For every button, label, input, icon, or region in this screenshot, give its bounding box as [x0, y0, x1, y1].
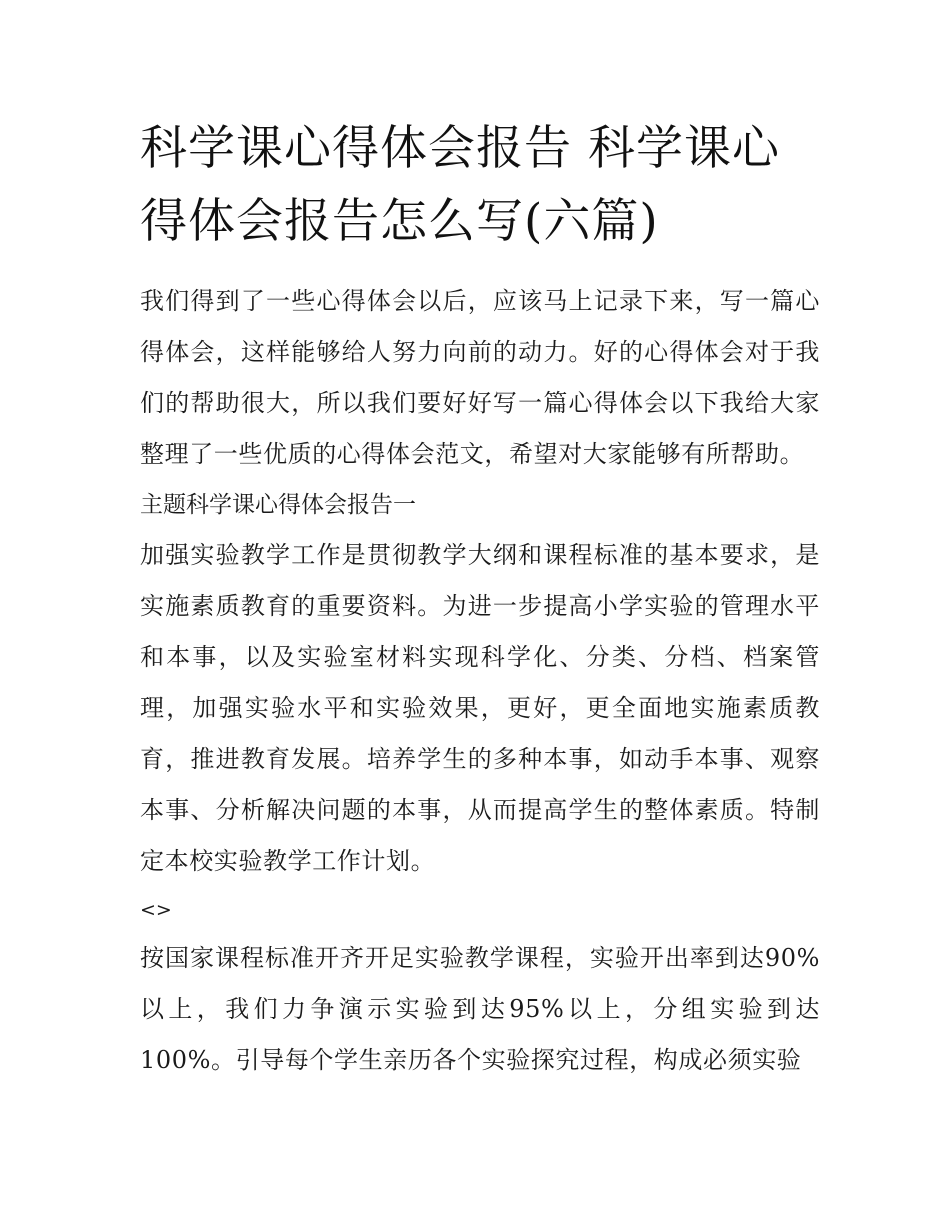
section-heading: 主题科学课心得体会报告一: [140, 492, 416, 518]
placeholder-marker: <>: [140, 899, 172, 921]
document-title: 科学课心得体会报告 科学课心得体会报告怎么写(六篇): [140, 121, 780, 249]
document-page: [140, 112, 820, 1086]
intro-paragraph: 我们得到了一些心得体会以后，应该马上记录下来，写一篇心得体会，这样能够给人努力向前的动力。好的心得体会对于我们的帮助很大，所以我们要好好写一篇心得体会以下我给大家整理了一些优质的心得体会范文，希望对大家能够有所帮助。: [140, 287, 820, 468]
body-paragraph-2: 按国家课程标准开齐开足实验教学课程，实验开出率到达90%以上，我们力争演示实验到达95%以上，分组实验到达100%。引导每个学生亲历各个实验探究过程，构成必须实验: [140, 944, 820, 1074]
body-paragraph-1: 加强实验教学工作是贯彻教学大纲和课程标准的基本要求，是实施素质教育的重要资料。为进一步提高小学实验的管理水平和本事，以及实验室材料实现科学化、分类、分档、档案管理，加强实验水平和实验效果，更好，更全面地实施素质教育，推进教育发展。培养学生的多种本事，如动手本事、观察本事、分析解决问题的本事，从而提高学生的整体素质。特制定本校实验教学工作计划。: [140, 541, 820, 875]
